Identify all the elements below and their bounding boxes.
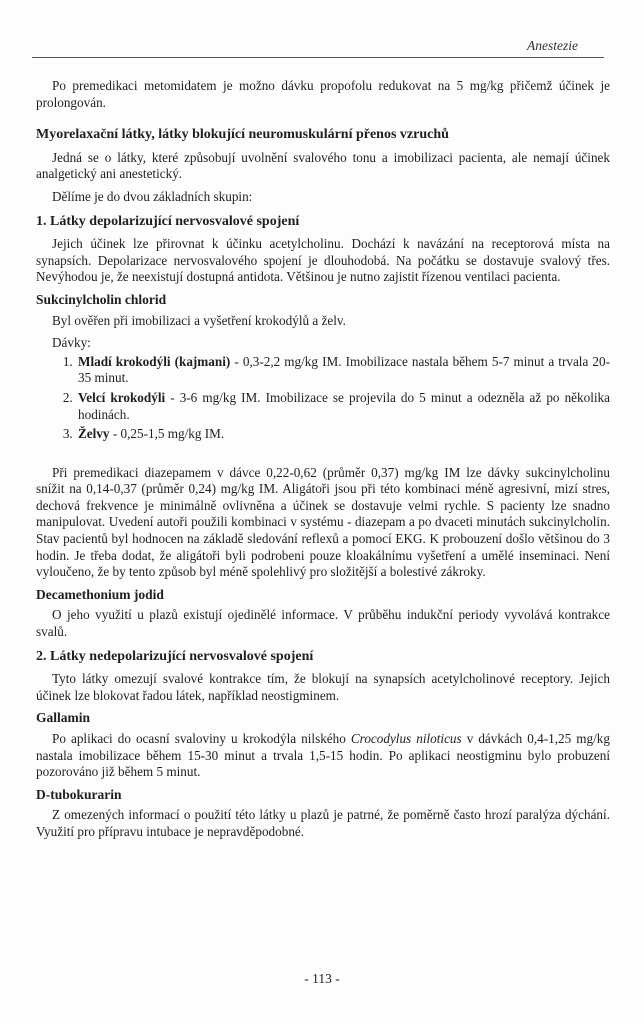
header-rule (32, 57, 604, 58)
subheading-succinylcholine: Sukcinylcholin chlorid (36, 291, 167, 307)
dose-label: Mladí krokodýli (kajmani) (78, 353, 231, 369)
dose-label: Velcí krokodýli (78, 389, 166, 405)
dose-text: - 0,25-1,5 mg/kg IM. (109, 426, 225, 442)
section-heading-depolarizing: 1. Látky depolarizující nervosvalové spojení (36, 213, 300, 229)
depolarizing-paragraph: Jejich účinek lze přirovnat k účinku acetylcholinu. Dochází k navázání na receptorová místa na synapsích. Depolarizace nervosvalového spojení je dlouhodobá. Na počátku se dostavuje svalový třes. Nevýhodou je, že neexistují dostupná antidota. Většinou je nutno zajistit řízenou ventilaci pacienta. (36, 236, 610, 285)
doses-label: Dávky: (52, 335, 91, 351)
page-number: - 113 - (304, 971, 340, 986)
nondepolarizing-paragraph: Tyto látky omezují svalové kontrakce tím, že blokují na synapsích acetylcholinové receptory. Jejich účinek lze blokovat řadou látek, například neostigminem. (36, 671, 610, 703)
species-name: Crocodylus niloticus (350, 731, 462, 746)
subheading-d-tubocurarine: D-tubokurarin (36, 786, 122, 802)
dose-label: Želvy (78, 426, 110, 442)
list-item (76, 426, 610, 443)
groups-intro-paragraph: Dělíme je do dvou základních skupin: (52, 188, 253, 204)
gallamine-text-end: v dávkách 0,4-1,25 mg/kg nastala imobilizace během 15-30 minut a trvala 1,5-15 hodin. Po aplikaci neostigminu bylo probuzení pozorováno již během 5 minut. (36, 731, 610, 780)
section-heading-nondepolarizing: 2. Látky nedepolarizující nervosvalové spojení (36, 648, 314, 664)
myorelaxants-paragraph: Jedná se o látky, které způsobují uvolnění svalového tonu a imobilizaci pacienta, ale nemají účinek analgetický ani anestetický. (36, 149, 610, 182)
gallamine-paragraph (36, 731, 610, 781)
intro-paragraph: Po premedikaci metomidatem je možno dávku propofolu redukovat na 5 mg/kg přičemž účinek je prolongován. (36, 78, 610, 110)
doses-list (36, 354, 610, 443)
page-header-title: Anestezie (527, 38, 578, 53)
d-tubocurarine-paragraph: Z omezených informací o použití této látky u plazů je patrné, že poměrně často hrozí paralýza dýchání. Využití pro přípravu intubace je nepravděpodobné. (36, 807, 610, 839)
decamethonium-paragraph: O jeho využití u plazů existují ojedinělé informace. V průběhu indukční periody vyvolává kontrakce svalů. (36, 607, 610, 640)
succinylcholine-paragraph: Byl ověřen při imobilizaci a vyšetření krokodýlů a želv. (52, 312, 346, 328)
section-heading-myorelaxants: Myorelaxační látky, látky blokující neuromuskulární přenos vzruchů (36, 127, 449, 143)
page-body (36, 78, 610, 841)
premedication-paragraph: Při premedikaci diazepamem v dávce 0,22-0,62 (průměr 0,37) mg/kg IM lze dávky sukcinylcholinu snížit na 0,14-0,37 (průměr 0,24) mg/kg IM. Aligátoři jsou při této kombinaci méně agresivní, mizí stres, dechová frekvence je minimálně ovlivněna a účinek se dostavuje velmi rychle. S pacienty lze snadno manipulovat. Uvedení autoři použili kombinaci v systému - diazepam a po dvaceti minutách sukcinylcholin. Stav pacientů byl hodnocen na základě sledování reflexů a pomocí EKG. K probouzení došlo většinou do 3 hodin. Je třeba dodat, že aligátoři byli podrobeni pouze kloakálnímu vyšetření a umělé inseminaci. Není vyloučeno, že by tento způsob byl méně spolehlivý pro složitější a bolestivé zákroky. (36, 464, 610, 580)
list-item (76, 390, 610, 423)
dose-text: - 3-6 mg/kg IM. Imobilizace se projevila do 5 minut a odezněla až po několika hodinách. (78, 389, 610, 422)
list-item (76, 354, 610, 387)
dose-text: - 0,3-2,2 mg/kg IM. Imobilizace nastala během 5-7 minut a trvala 20-35 minut. (78, 353, 610, 386)
subheading-gallamine: Gallamin (36, 710, 91, 726)
subheading-decamethonium: Decamethonium jodid (36, 586, 164, 602)
gallamine-text-start: Po aplikaci do ocasní svaloviny u krokodýla nilského (52, 731, 351, 746)
